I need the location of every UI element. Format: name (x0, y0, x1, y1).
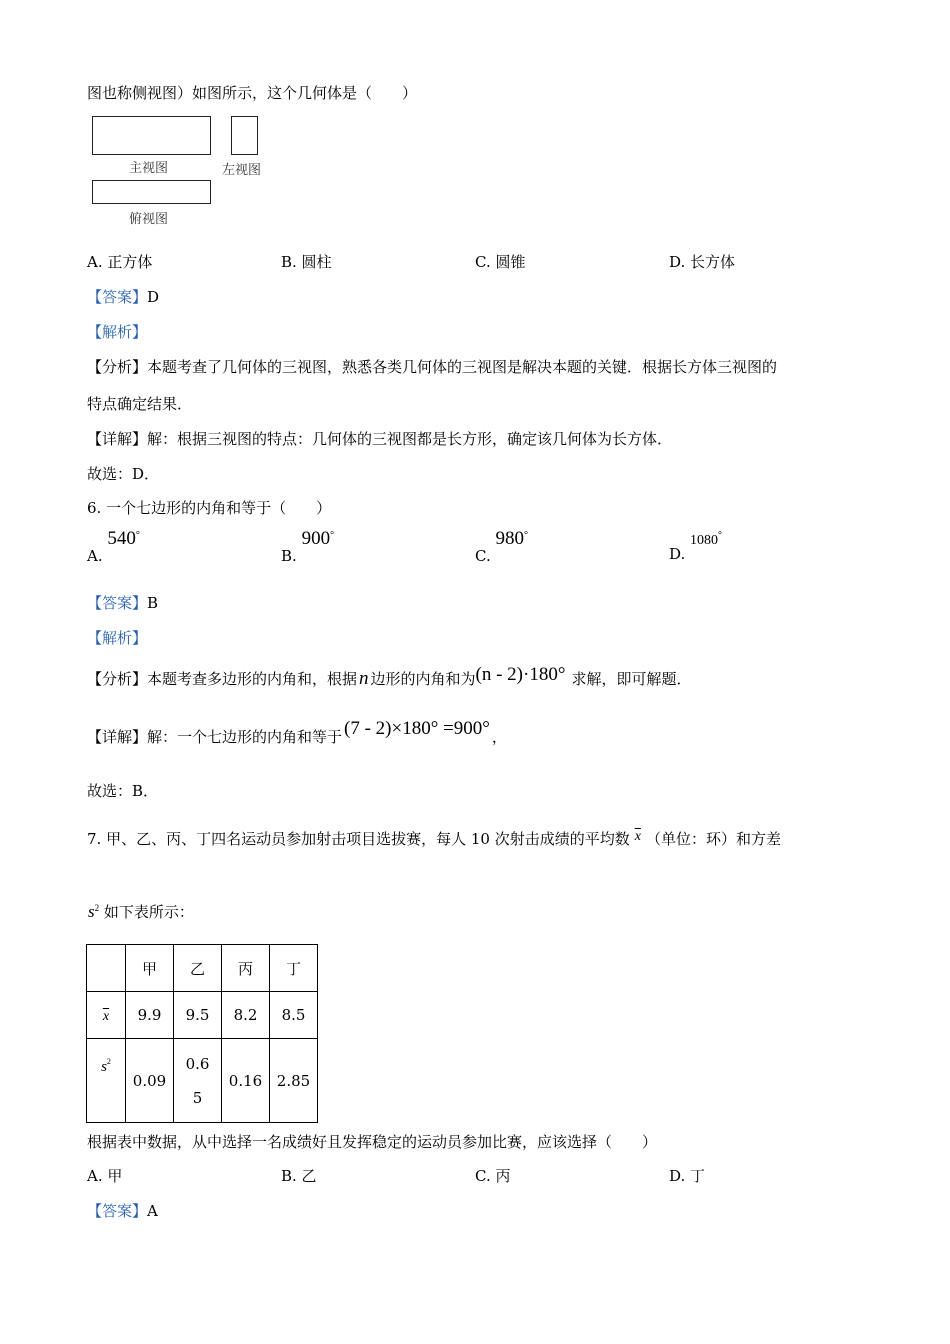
option-value: 1080 (690, 533, 719, 548)
detail-pre: 【详解】解：一个七边形的内角和等于 (87, 728, 343, 746)
q5-analysis-tag: 【解析】 (87, 323, 148, 341)
option-value: 540 (107, 528, 136, 549)
degree-mark: ° (524, 530, 528, 541)
mean-symbol: $\overline{x}$ (634, 829, 641, 844)
table-cell (174, 1039, 222, 1123)
q7-option-b: B. 乙 (281, 1167, 317, 1185)
q5-choose: 故选：D． (87, 465, 160, 483)
analysis-post: 求解，即可解题． (571, 670, 692, 688)
answer-value: A (147, 1202, 158, 1220)
q6-stem: 6. 一个七边形的内角和等于（ ） (87, 499, 332, 517)
q5-analysis-line2: 特点确定结果． (87, 395, 193, 413)
q7-question: 根据表中数据，从中选择一名成绩好且发挥稳定的运动员参加比赛，应该选择（ ） (87, 1133, 658, 1151)
variable-n: n (359, 668, 369, 689)
table-cell: 0.16 (222, 1039, 270, 1123)
q5-detail: 【详解】解：根据三视图的特点：几何体的三视图都是长方形，确定该几何体为长方体． (87, 430, 673, 448)
detail-post: ， (491, 728, 507, 746)
q7-answer (87, 1200, 158, 1221)
table-cell: 0.09 (126, 1039, 174, 1123)
q5-option-d: D. 长方体 (669, 253, 736, 271)
answer-value: B (147, 594, 159, 612)
table-cell: 8.2 (222, 992, 270, 1039)
wrapped-value: 0.65 (185, 1054, 210, 1107)
q7-option-a: A. 甲 (87, 1167, 123, 1185)
row-label-mean (87, 992, 126, 1039)
top-view-label: 俯视图 (129, 212, 169, 227)
q6-option-b (281, 528, 335, 565)
row-label-variance (87, 1039, 126, 1123)
table-row (87, 1039, 318, 1123)
answer-value: D (147, 288, 160, 306)
angle-sum-formula: (n - 2)·180° (475, 664, 566, 685)
q6-option-a (87, 528, 140, 565)
q6-choose: 故选：B． (87, 782, 159, 800)
left-view-rect (231, 116, 258, 155)
q6-analysis (87, 664, 692, 690)
mean-symbol: $\overline{x}$ (102, 1008, 110, 1024)
analysis-pre: 【分析】本题考查多边形的内角和，根据 (87, 670, 358, 688)
q7-option-c: C. 丙 (475, 1167, 511, 1185)
option-value: 980 (495, 528, 524, 549)
variance-symbol: s (101, 1059, 107, 1075)
q7-stem (87, 828, 781, 849)
table-cell: 2.85 (270, 1039, 318, 1123)
variance-exponent: 2 (106, 1057, 111, 1066)
front-view-rect (92, 116, 211, 155)
table-cell: 9.9 (126, 992, 174, 1039)
answer-tag: 【答案】 (87, 288, 148, 306)
option-letter: B. (281, 547, 297, 565)
left-view-label: 左视图 (222, 163, 262, 178)
table-header-row (87, 945, 318, 992)
table-cell: 9.5 (174, 992, 222, 1039)
table-header-cell: 甲 (126, 945, 174, 992)
table-header-cell: 乙 (174, 945, 222, 992)
degree-mark: ° (718, 530, 723, 541)
q5-intro: 图也称侧视图）如图所示，这个几何体是（ ） (87, 84, 418, 102)
degree-mark: ° (330, 530, 335, 541)
q6-option-d (669, 530, 723, 563)
score-table (86, 944, 318, 1123)
degree-mark: ° (135, 530, 140, 541)
table-row (87, 992, 318, 1039)
q5-option-a: A. 正方体 (87, 253, 153, 271)
q6-detail (87, 718, 507, 748)
detail-formula: (7 - 2)×180° =900° (344, 718, 490, 739)
stem-pre: 7. 甲、乙、丙、丁四名运动员参加射击项目选拔赛，每人 10 次射击成绩的平均数 (87, 830, 630, 848)
q6-analysis-tag: 【解析】 (87, 629, 148, 647)
table-header-cell: 丙 (222, 945, 270, 992)
variance-symbol: s (88, 902, 95, 921)
answer-tag: 【答案】 (87, 1202, 148, 1220)
q6-answer (87, 592, 158, 613)
top-view-rect (92, 180, 211, 204)
option-letter: D. (669, 545, 686, 563)
q7-option-d: D. 丁 (669, 1167, 706, 1185)
stem-post: （单位：环）和方差 (645, 830, 781, 848)
table-header-cell: 丁 (270, 945, 318, 992)
q5-analysis-line1: 【分析】本题考查了几何体的三视图，熟悉各类几何体的三视图是解决本题的关键．根据长方体三视图的 (87, 358, 778, 376)
answer-tag: 【答案】 (87, 594, 148, 612)
q5-answer (87, 286, 159, 307)
q6-option-c (475, 528, 528, 565)
q7-variance-intro (88, 901, 194, 922)
option-letter: A. (87, 547, 103, 565)
analysis-mid: 边形的内角和为 (370, 670, 476, 688)
q5-option-b: B. 圆柱 (281, 253, 332, 271)
variance-exponent: 2 (94, 903, 100, 913)
q5-option-c: C. 圆锥 (475, 253, 526, 271)
front-view-label: 主视图 (129, 161, 169, 176)
table-cell: 8.5 (270, 992, 318, 1039)
option-letter: C. (475, 547, 491, 565)
option-value: 900 (301, 528, 331, 549)
table-corner-cell (87, 945, 126, 992)
variance-text: 如下表所示： (103, 903, 194, 921)
